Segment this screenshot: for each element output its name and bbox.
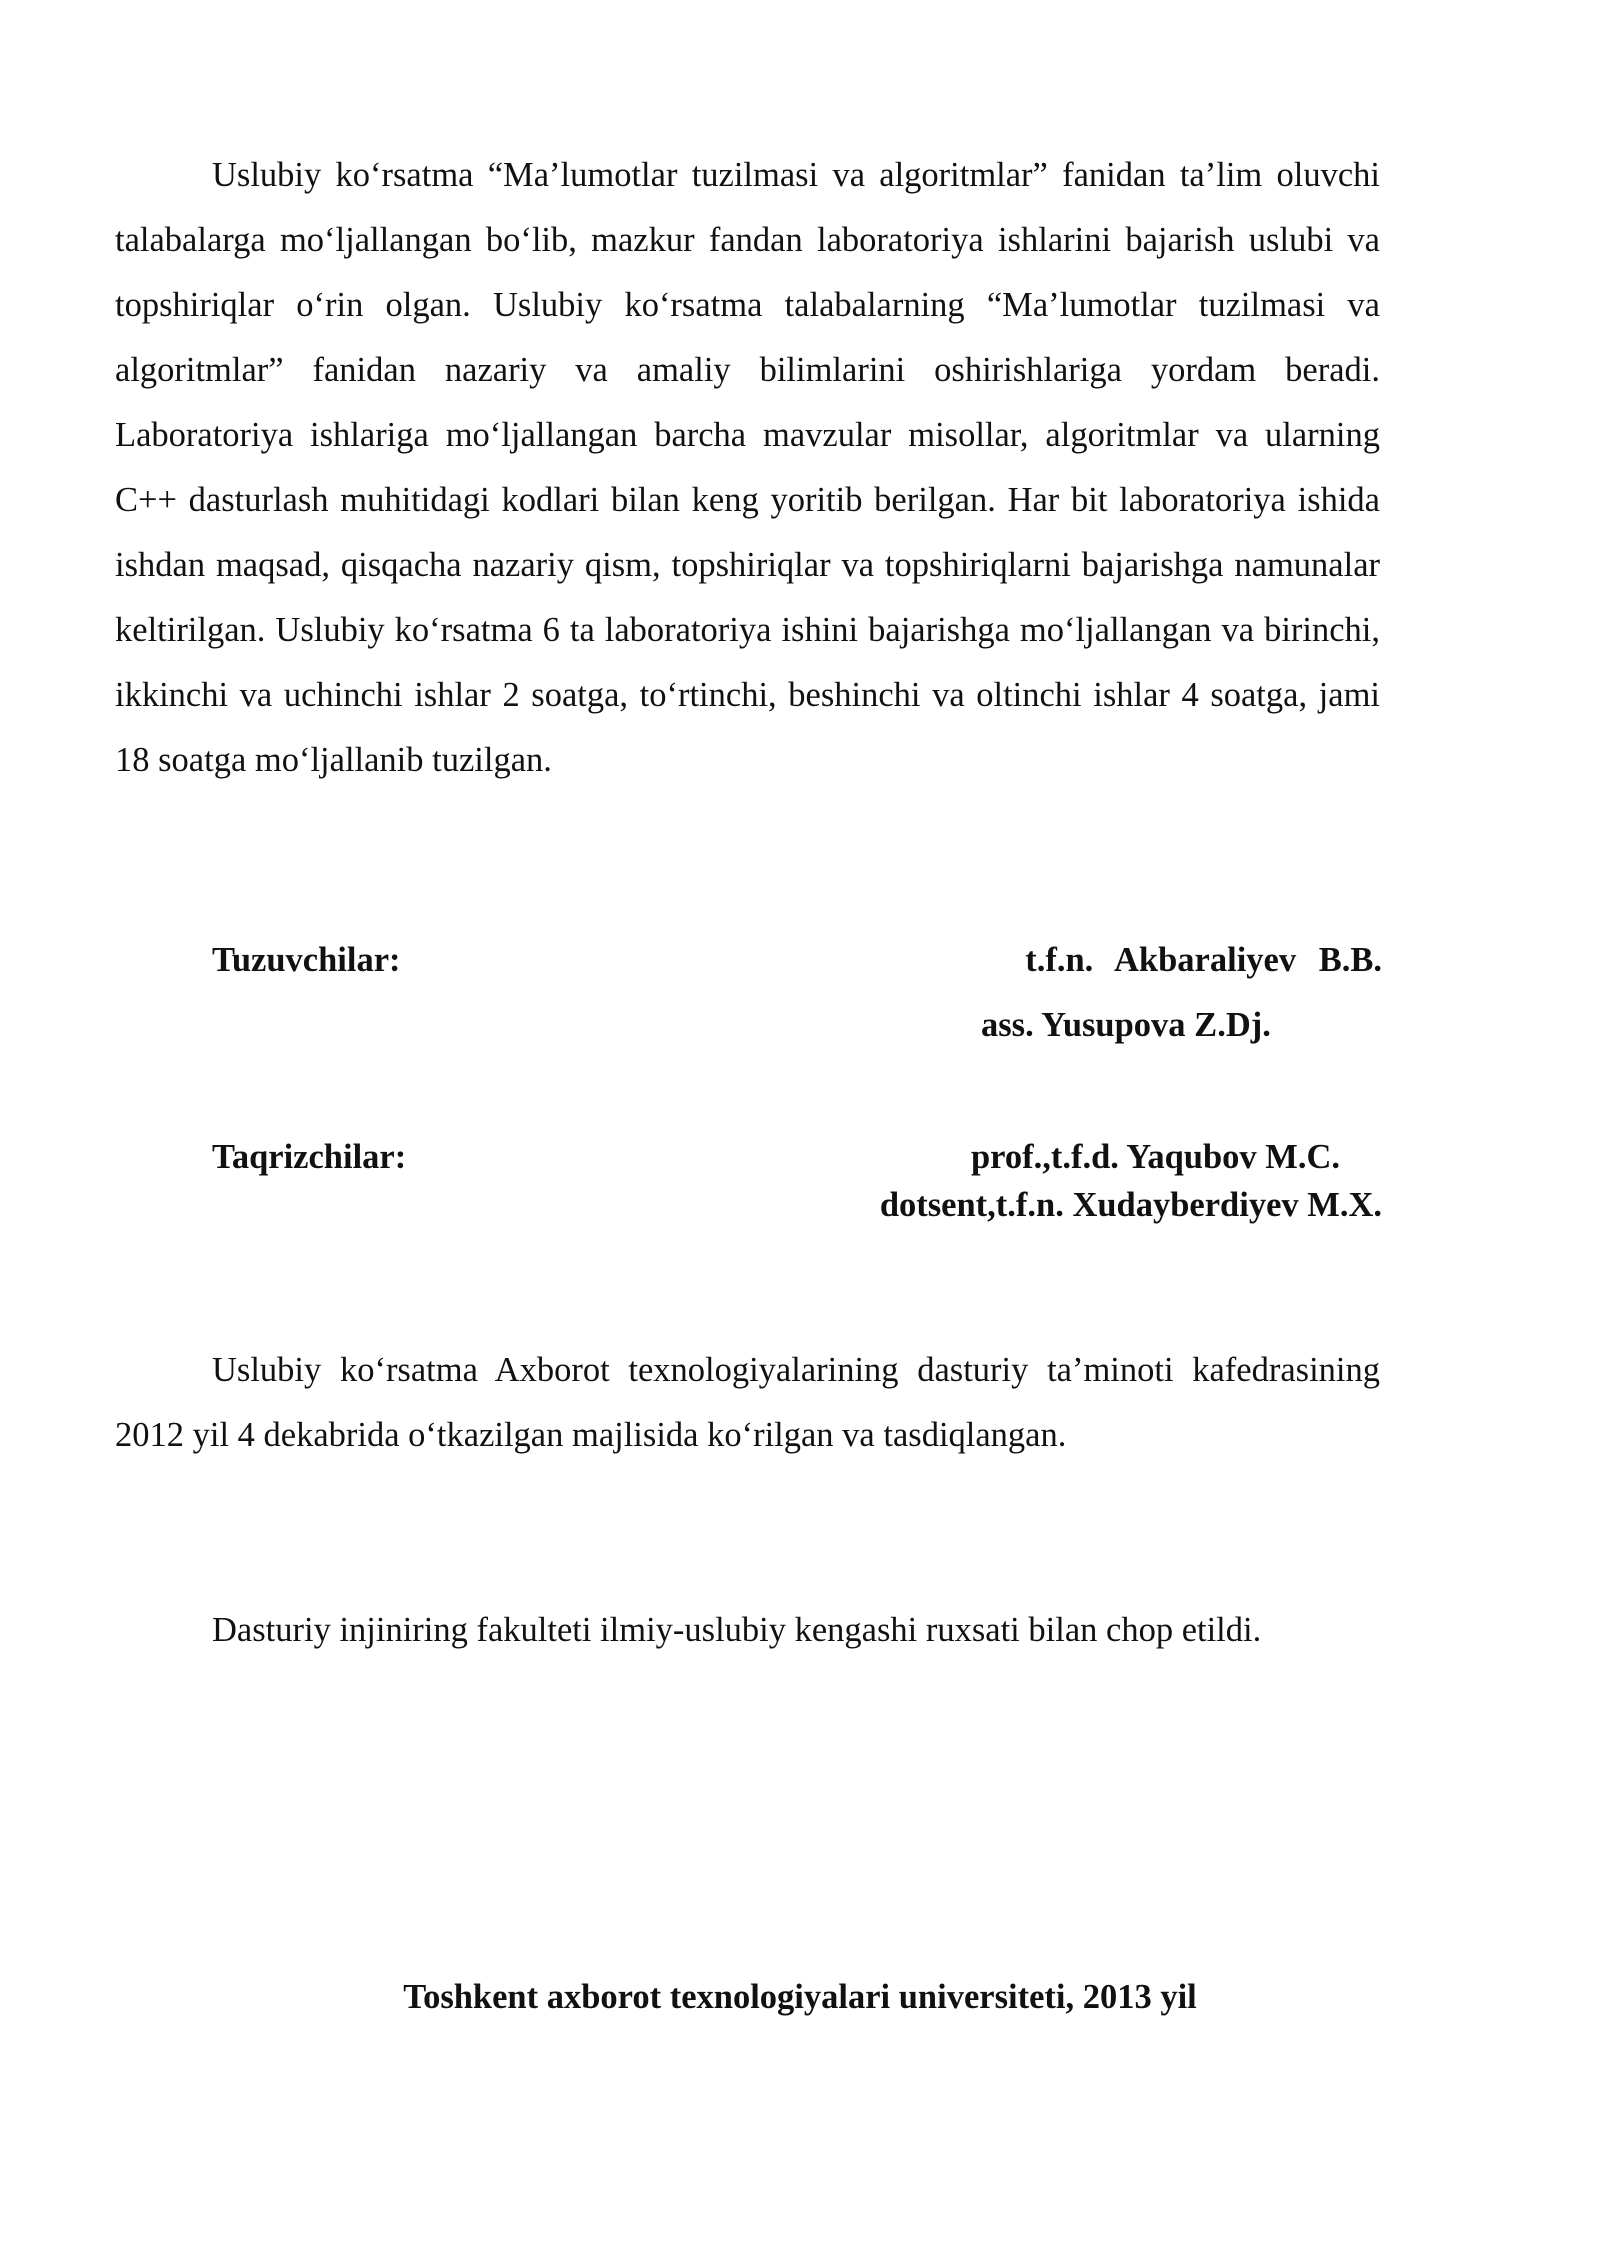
author-name: ass. Yusupova Z.Dj. (981, 1006, 1271, 1044)
reviewer-name: prof.,t.f.d. Yaqubov M.C. (970, 1138, 1340, 1176)
approval-paragraph: Uslubiy ko‘rsatma Axborot texnologiyalarining dasturiy ta’minoti kafedrasining 2012 yil 4 dekabrida o‘tkazilgan majlisida ko‘rilgan va tasdiqlangan. (115, 1351, 1380, 1454)
intro-paragraph: Uslubiy ko‘rsatma “Ma’lumotlar tuzilmasi va algoritmlar” fanidan ta’lim oluvchi talabalarga mo‘ljallangan bo‘lib, mazkur fandan laboratoriya ishlarini bajarish uslubi va topshiriqlar o‘rin olgan. Uslubiy ko‘rsatma talabalarning “Ma’lumotlar tuzilmasi va algoritmlar” fanidan nazariy va amaliy bilimlarini oshirishlariga yordam beradi. Laboratoriya ishlariga mo‘ljallangan barcha mavzular misollar, algoritmlar va ularning C++ dasturlash muhitidagi kodlari bilan keng yoritib berilgan. Har bit laboratoriya ishida ishdan maqsad, qisqacha nazariy qism, topshiriqlar va topshiriqlarni bajarishga namunalar keltirilgan. Uslubiy ko‘rsatma 6 ta laboratoriya ishini bajarishga mo‘ljallangan va birinchi, ikkinchi va uchinchi ishlar 2 soatga, to‘rtinchi, beshinchi va oltinchi ishlar 4 soatga, jami 18 soatga mo‘ljallanib tuzilgan. (115, 156, 1380, 779)
authors-label: Tuzuvchilar: (212, 941, 401, 979)
reviewer-name: dotsent,t.f.n. Xudayberdiyev M.X. (879, 1186, 1382, 1224)
reviewers-label: Taqrizchilar: (212, 1138, 407, 1176)
author-name: t.f.n. Akbaraliyev B.B. (1025, 941, 1382, 979)
publisher-footer: Toshkent axborot texnologiyalari universiteti, 2013 yil (403, 1978, 1197, 2016)
faculty-note: Dasturiy injiniring fakulteti ilmiy-uslubiy kengashi ruxsati bilan chop etildi. (212, 1611, 1262, 1649)
